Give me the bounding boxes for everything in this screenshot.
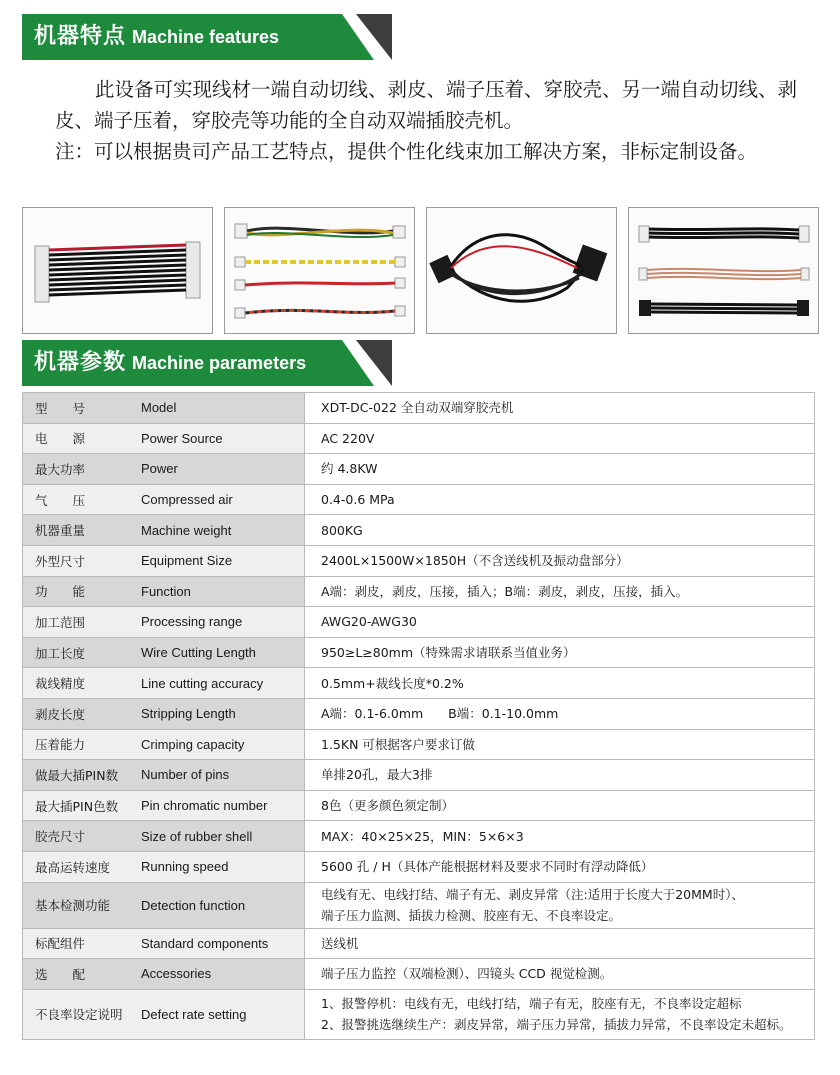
param-label-zh: 裁线精度 — [23, 668, 130, 699]
param-value — [305, 959, 815, 990]
param-label-en: Size of rubber shell — [129, 821, 305, 852]
table-row — [23, 545, 815, 576]
param-value-line: 5600 孔 / H（具体产能根据材料及要求不同时有浮动降低） — [321, 859, 654, 875]
table-row — [23, 790, 815, 821]
photo-multi-harness-set — [628, 207, 819, 334]
table-row — [23, 423, 815, 454]
param-value — [305, 423, 815, 454]
features-title-zh: 机器特点 — [34, 24, 127, 49]
param-label-zh: 最高运转速度 — [23, 851, 130, 882]
table-row — [23, 393, 815, 424]
param-label-en: Accessories — [129, 959, 305, 990]
photo-black-loop-harness — [426, 207, 617, 334]
param-label-zh: 基本检测功能 — [23, 882, 130, 928]
intro-text — [55, 74, 800, 167]
param-value — [305, 729, 815, 760]
intro-note: 注：可以根据贵司产品工艺特点，提供个性化线束加工解决方案，非标定制设备。 — [55, 140, 758, 163]
table-row — [23, 454, 815, 485]
features-banner — [22, 14, 392, 60]
black-loop-harness-icon — [427, 208, 616, 333]
param-label-en: Processing range — [129, 607, 305, 638]
param-value-line: MAX：40×25×25，MIN：5×6×3 — [321, 828, 524, 844]
photo-flat-ribbon-harness — [22, 207, 213, 334]
param-label-en: Crimping capacity — [129, 729, 305, 760]
param-value-line: 8色（更多颜色须定制） — [321, 798, 454, 814]
param-value — [305, 607, 815, 638]
intro-paragraph: 此设备可实现线材一端自动切线、剥皮、端子压着、穿胶壳、另一端自动切线、剥皮、端子压着，穿胶壳等功能的全自动双端插胶壳机。 — [55, 78, 798, 132]
param-label-en: Number of pins — [129, 760, 305, 791]
param-value-line: 约 4.8KW — [321, 461, 378, 477]
parameters-title-zh: 机器参数 — [34, 350, 127, 375]
param-value-line: 1.5KN 可根据客户要求订做 — [321, 736, 475, 752]
param-label-en: Model — [129, 393, 305, 424]
param-value — [305, 484, 815, 515]
param-value-line: 端子压力监测、插拔力检测、胶座有无、不良率设定。 — [321, 908, 622, 923]
table-row — [23, 959, 815, 990]
param-label-zh: 做最大插PIN数 — [23, 760, 130, 791]
param-label-en: Function — [129, 576, 305, 607]
param-value-line: 0.4-0.6 MPa — [321, 492, 395, 508]
param-value-line: 800KG — [321, 522, 363, 538]
param-label-en: Compressed air — [129, 484, 305, 515]
param-label-en: Wire Cutting Length — [129, 637, 305, 668]
param-value — [305, 393, 815, 424]
param-label-zh: 剥皮长度 — [23, 698, 130, 729]
param-value — [305, 545, 815, 576]
param-value — [305, 668, 815, 699]
param-value — [305, 760, 815, 791]
param-label-zh: 机器重量 — [23, 515, 130, 546]
table-row — [23, 928, 815, 959]
param-label-zh: 功 能 — [23, 576, 130, 607]
param-value-line: A端：0.1-6.0mm B端：0.1-10.0mm — [321, 706, 559, 722]
param-value-line: 电线有无、电线打结、端子有无、剥皮异常（注:适用于长度大于20MM时）、 — [321, 887, 744, 902]
parameters-title-en: Machine parameters — [132, 353, 307, 373]
table-row — [23, 576, 815, 607]
param-label-zh: 外型尺寸 — [23, 545, 130, 576]
param-label-en: Standard components — [129, 928, 305, 959]
table-row — [23, 515, 815, 546]
param-label-en: Power — [129, 454, 305, 485]
param-value — [305, 576, 815, 607]
table-row — [23, 668, 815, 699]
param-value — [305, 454, 815, 485]
param-value-line: 送线机 — [321, 935, 359, 951]
param-label-zh: 选 配 — [23, 959, 130, 990]
param-value-line: 1、报警停机：电线有无，电线打结，端子有无，胶座有无，不良率设定超标 — [321, 996, 742, 1012]
photo-twisted-wire-harnesses — [224, 207, 415, 334]
param-label-zh: 型 号 — [23, 393, 130, 424]
param-label-zh: 加工范围 — [23, 607, 130, 638]
product-photos — [22, 207, 819, 334]
param-label-en: Defect rate setting — [129, 989, 305, 1039]
param-label-en: Pin chromatic number — [129, 790, 305, 821]
param-label-en: Running speed — [129, 851, 305, 882]
param-value-line: XDT-DC-022 全自动双端穿胶壳机 — [321, 400, 514, 416]
param-label-zh: 胶壳尺寸 — [23, 821, 130, 852]
param-value-line: 端子压力监控（双端检测）、四镜头 CCD 视觉检测。 — [321, 966, 613, 982]
param-value — [305, 821, 815, 852]
twisted-wire-harnesses-icon — [225, 208, 414, 333]
parameters-banner — [22, 340, 392, 386]
param-label-zh: 不良率设定说明 — [23, 989, 130, 1039]
param-value-line: AC 220V — [321, 430, 375, 446]
param-label-zh: 最大功率 — [23, 454, 130, 485]
param-value-line: 单排20孔，最大3排 — [321, 767, 433, 783]
param-label-en: Power Source — [129, 423, 305, 454]
param-value — [305, 989, 815, 1039]
table-row — [23, 882, 815, 928]
param-value-line: 2、报警挑选继续生产：剥皮异常，端子压力异常，插拔力异常，不良率设定未超标。 — [321, 1017, 792, 1033]
param-value — [305, 928, 815, 959]
param-value-line: 2400L×1500W×1850H（不含送线机及振动盘部分） — [321, 553, 629, 569]
features-title-en: Machine features — [132, 27, 280, 47]
flat-ribbon-harness-icon — [23, 208, 212, 333]
param-label-zh: 电 源 — [23, 423, 130, 454]
param-label-zh: 压着能力 — [23, 729, 130, 760]
param-value — [305, 790, 815, 821]
param-value — [305, 698, 815, 729]
parameters-table — [22, 392, 815, 1040]
multi-harness-set-icon — [629, 208, 818, 333]
param-value-line: 950≥L≥80mm（特殊需求请联系当值业务） — [321, 645, 576, 661]
table-row — [23, 607, 815, 638]
param-value — [305, 515, 815, 546]
table-row — [23, 760, 815, 791]
param-value-line: AWG20-AWG30 — [321, 614, 417, 630]
param-value — [305, 882, 815, 928]
param-label-en: Machine weight — [129, 515, 305, 546]
table-row — [23, 484, 815, 515]
param-label-zh: 气 压 — [23, 484, 130, 515]
param-value — [305, 851, 815, 882]
param-label-en: Stripping Length — [129, 698, 305, 729]
table-row — [23, 989, 815, 1039]
table-row — [23, 637, 815, 668]
table-row — [23, 851, 815, 882]
param-value-line: 0.5mm+裁线长度*0.2% — [321, 675, 464, 691]
param-label-en: Line cutting accuracy — [129, 668, 305, 699]
param-value-line: A端：剥皮，剥皮，压接，插入；B端：剥皮，剥皮，压接，插入。 — [321, 583, 689, 599]
param-label-zh: 加工长度 — [23, 637, 130, 668]
param-label-zh: 标配组件 — [23, 928, 130, 959]
table-row — [23, 698, 815, 729]
param-label-zh: 最大插PIN色数 — [23, 790, 130, 821]
table-row — [23, 729, 815, 760]
param-label-en: Equipment Size — [129, 545, 305, 576]
param-value — [305, 637, 815, 668]
param-label-en: Detection function — [129, 882, 305, 928]
table-row — [23, 821, 815, 852]
